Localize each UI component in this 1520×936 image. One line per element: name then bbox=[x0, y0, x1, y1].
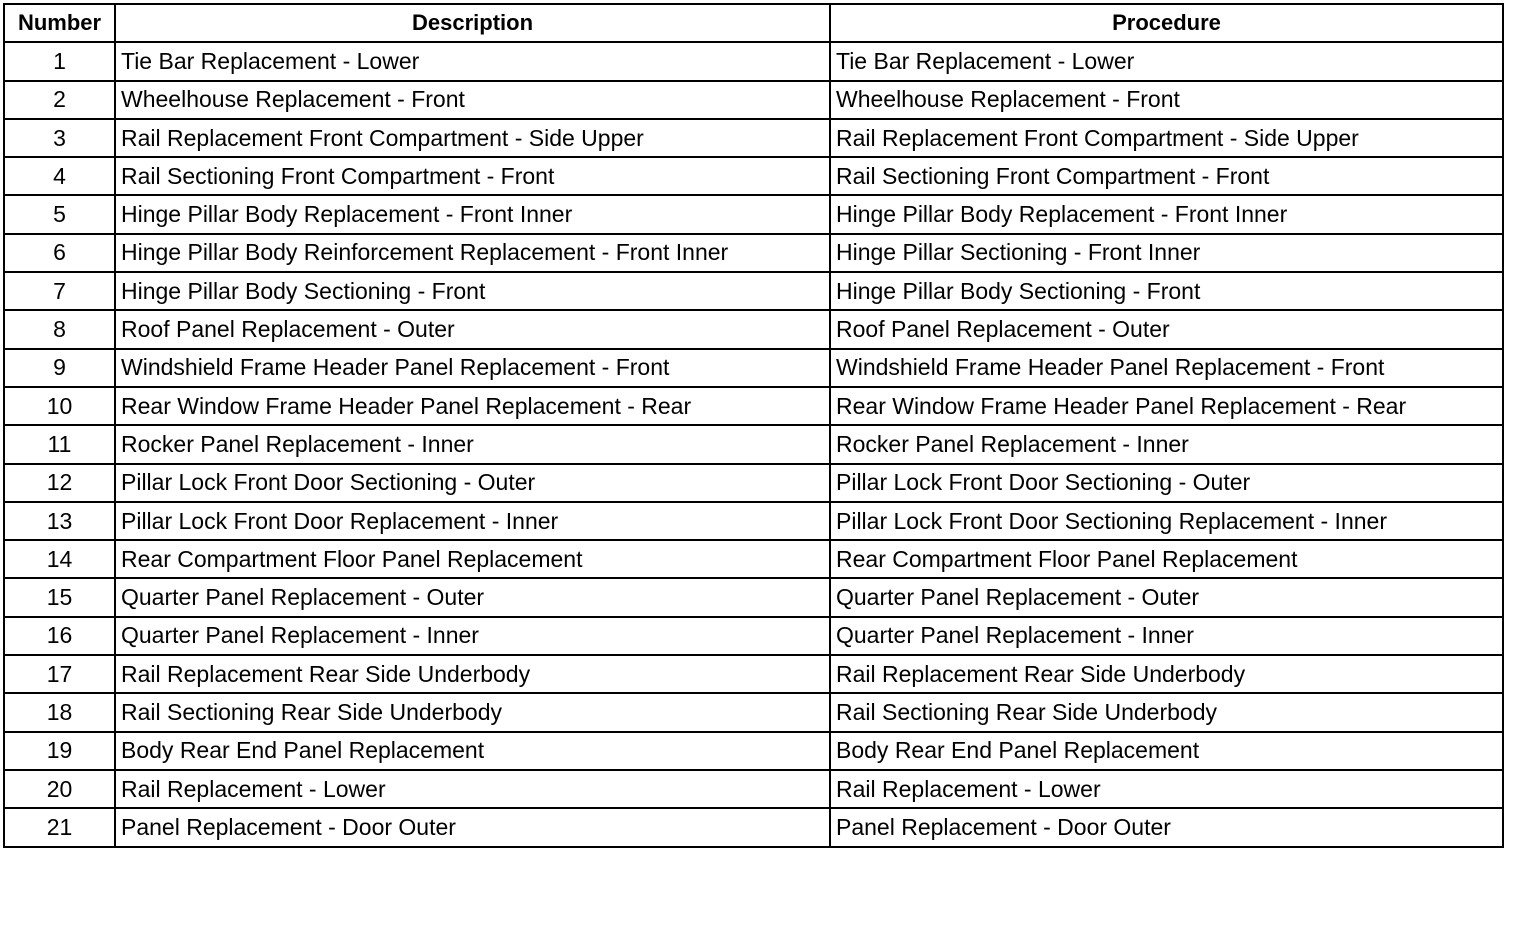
row-number: 2 bbox=[4, 81, 115, 119]
row-procedure: Quarter Panel Replacement - Outer bbox=[830, 578, 1503, 616]
row-procedure: Rail Sectioning Front Compartment - Front bbox=[830, 157, 1503, 195]
row-description: Rail Sectioning Front Compartment - Front bbox=[115, 157, 830, 195]
row-procedure: Rail Replacement - Lower bbox=[830, 770, 1503, 808]
row-procedure: Rear Window Frame Header Panel Replacement - Rear bbox=[830, 387, 1503, 425]
header-description: Description bbox=[115, 4, 830, 42]
row-procedure: Rail Sectioning Rear Side Underbody bbox=[830, 693, 1503, 731]
table-row bbox=[4, 387, 1503, 425]
table-header bbox=[4, 4, 1503, 42]
table-row bbox=[4, 234, 1503, 272]
row-procedure: Rail Replacement Front Compartment - Side Upper bbox=[830, 119, 1503, 157]
row-number: 11 bbox=[4, 425, 115, 463]
table-row bbox=[4, 693, 1503, 731]
row-number: 20 bbox=[4, 770, 115, 808]
row-number: 10 bbox=[4, 387, 115, 425]
row-number: 15 bbox=[4, 578, 115, 616]
table-row bbox=[4, 617, 1503, 655]
row-description: Quarter Panel Replacement - Outer bbox=[115, 578, 830, 616]
table-row bbox=[4, 425, 1503, 463]
row-description: Rail Replacement Front Compartment - Side Upper bbox=[115, 119, 830, 157]
table-row bbox=[4, 119, 1503, 157]
row-number: 19 bbox=[4, 732, 115, 770]
table-row bbox=[4, 770, 1503, 808]
row-description: Rail Replacement Rear Side Underbody bbox=[115, 655, 830, 693]
row-number: 3 bbox=[4, 119, 115, 157]
row-description: Rear Window Frame Header Panel Replacement - Rear bbox=[115, 387, 830, 425]
table-row bbox=[4, 42, 1503, 80]
table-row bbox=[4, 195, 1503, 233]
row-description: Pillar Lock Front Door Replacement - Inner bbox=[115, 502, 830, 540]
row-description: Roof Panel Replacement - Outer bbox=[115, 310, 830, 348]
row-description: Wheelhouse Replacement - Front bbox=[115, 81, 830, 119]
row-description: Hinge Pillar Body Sectioning - Front bbox=[115, 272, 830, 310]
row-description: Quarter Panel Replacement - Inner bbox=[115, 617, 830, 655]
row-description: Rear Compartment Floor Panel Replacement bbox=[115, 540, 830, 578]
table-row bbox=[4, 578, 1503, 616]
row-number: 8 bbox=[4, 310, 115, 348]
row-description: Hinge Pillar Body Reinforcement Replacement - Front Inner bbox=[115, 234, 830, 272]
row-description: Rocker Panel Replacement - Inner bbox=[115, 425, 830, 463]
row-number: 21 bbox=[4, 808, 115, 846]
row-procedure: Windshield Frame Header Panel Replacement - Front bbox=[830, 349, 1503, 387]
row-procedure: Pillar Lock Front Door Sectioning Replacement - Inner bbox=[830, 502, 1503, 540]
row-number: 4 bbox=[4, 157, 115, 195]
header-row bbox=[4, 4, 1503, 42]
row-number: 1 bbox=[4, 42, 115, 80]
row-description: Rail Sectioning Rear Side Underbody bbox=[115, 693, 830, 731]
row-procedure: Tie Bar Replacement - Lower bbox=[830, 42, 1503, 80]
row-number: 12 bbox=[4, 464, 115, 502]
row-procedure: Rear Compartment Floor Panel Replacement bbox=[830, 540, 1503, 578]
table-row bbox=[4, 655, 1503, 693]
row-number: 17 bbox=[4, 655, 115, 693]
row-number: 5 bbox=[4, 195, 115, 233]
row-procedure: Body Rear End Panel Replacement bbox=[830, 732, 1503, 770]
row-description: Windshield Frame Header Panel Replacement - Front bbox=[115, 349, 830, 387]
table-row bbox=[4, 272, 1503, 310]
row-procedure: Panel Replacement - Door Outer bbox=[830, 808, 1503, 846]
row-procedure: Quarter Panel Replacement - Inner bbox=[830, 617, 1503, 655]
row-description: Hinge Pillar Body Replacement - Front Inner bbox=[115, 195, 830, 233]
row-description: Tie Bar Replacement - Lower bbox=[115, 42, 830, 80]
table-row bbox=[4, 540, 1503, 578]
table-row bbox=[4, 732, 1503, 770]
row-procedure: Rail Replacement Rear Side Underbody bbox=[830, 655, 1503, 693]
table-row bbox=[4, 310, 1503, 348]
row-procedure: Hinge Pillar Body Sectioning - Front bbox=[830, 272, 1503, 310]
row-number: 18 bbox=[4, 693, 115, 731]
row-number: 14 bbox=[4, 540, 115, 578]
row-procedure: Hinge Pillar Sectioning - Front Inner bbox=[830, 234, 1503, 272]
table-row bbox=[4, 157, 1503, 195]
row-number: 13 bbox=[4, 502, 115, 540]
row-procedure: Pillar Lock Front Door Sectioning - Outer bbox=[830, 464, 1503, 502]
table-row bbox=[4, 464, 1503, 502]
row-procedure: Hinge Pillar Body Replacement - Front Inner bbox=[830, 195, 1503, 233]
row-procedure: Roof Panel Replacement - Outer bbox=[830, 310, 1503, 348]
row-procedure: Wheelhouse Replacement - Front bbox=[830, 81, 1503, 119]
row-description: Body Rear End Panel Replacement bbox=[115, 732, 830, 770]
table-row bbox=[4, 81, 1503, 119]
row-procedure: Rocker Panel Replacement - Inner bbox=[830, 425, 1503, 463]
row-description: Pillar Lock Front Door Sectioning - Outer bbox=[115, 464, 830, 502]
header-procedure: Procedure bbox=[830, 4, 1503, 42]
table-body bbox=[4, 42, 1503, 846]
row-number: 7 bbox=[4, 272, 115, 310]
table-row bbox=[4, 349, 1503, 387]
row-number: 16 bbox=[4, 617, 115, 655]
procedure-table bbox=[3, 3, 1504, 848]
row-number: 9 bbox=[4, 349, 115, 387]
table-row bbox=[4, 808, 1503, 846]
row-description: Rail Replacement - Lower bbox=[115, 770, 830, 808]
row-number: 6 bbox=[4, 234, 115, 272]
header-number: Number bbox=[4, 4, 115, 42]
table-row bbox=[4, 502, 1503, 540]
row-description: Panel Replacement - Door Outer bbox=[115, 808, 830, 846]
